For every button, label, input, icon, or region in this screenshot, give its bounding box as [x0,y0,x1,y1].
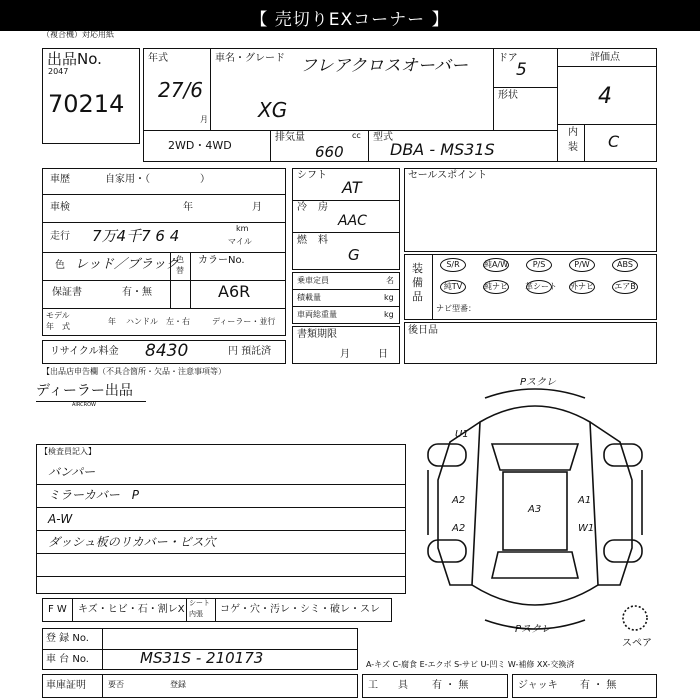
recycle-label: リサイクル料金 [50,346,119,357]
warranty-value: 有・無 [122,287,152,298]
model-year: 年 [108,317,116,326]
cert-label: 書類期限 [297,329,337,340]
door-value: 5 [516,60,527,80]
score-value: 4 [598,84,612,109]
handle: ハンドル 左・右 [126,317,190,326]
reg-label: 登 録 No. [46,633,89,644]
gross-unit: kg [384,310,394,319]
sales-point-label: セールスポイント [408,170,488,181]
damage-legend: A-キズ C-腐食 E-エクボ S-サビ U-凹ミ W-補修 XX-交換済 [366,660,575,669]
recycle-unit: 円 預託済 [228,346,272,357]
displacement-label: 排気量 [275,132,305,143]
notice: 【出品店申告欄（不具合箇所・欠品・注意事項等） [42,367,226,376]
dealer-title: ディーラー出品 [36,383,133,399]
diagram-bottom: Pスクレ [515,624,552,635]
diagram-a2b: A2 [452,523,466,534]
lot-sub: 2047 [48,67,69,76]
fw-value: キズ・ヒビ・石・割レX [78,604,185,615]
inspector-note-2: ミラーカバー P [48,488,139,502]
sheet-label-2: 内張 [189,610,203,618]
interior-value: C [608,132,620,151]
gross-label: 車両総重量 [297,310,337,319]
equipment-row2-item-1: 純ナビ [484,282,508,291]
color-change-1: 色 [176,255,184,264]
name-value: フレアクロスオーバー [300,56,468,76]
color-no-label: カラーNo. [198,255,245,266]
equipment-row1-item-4: ABS [617,260,633,269]
equipment-label: 装備品 [412,262,423,303]
mileage-label: 走行 [50,231,70,242]
sheet-value: コゲ・穴・汚レ・シミ・破レ・スレ [220,604,380,615]
shape-label: 形状 [498,90,518,101]
diagram-u1: U1 [455,429,469,440]
history-value: 自家用・（ ） [105,174,210,185]
inspection-label: 車検 [50,202,70,213]
year-value: 27/6 [158,78,203,102]
model-label-2: 年 式 [46,322,70,331]
grade-value: XG [258,98,288,122]
ac-value: AAC [338,213,367,229]
fw-label: F W [48,604,67,615]
spare-label: スペア [622,638,652,649]
tools-label: 工 具 [368,680,408,691]
type-value: DBA - MS31S [390,140,495,159]
inspection-month: 月 [252,202,262,213]
equipment-row1-item-3: P/W [574,260,590,269]
interior-label-1: 内 [568,127,578,138]
shift-value: AT [342,178,362,197]
lot-label: 出品No. [47,50,102,68]
fuel-label-1: 燃 [297,235,307,246]
cert-day: 日 [378,349,388,360]
chassis-value: MS31S - 210173 [140,649,264,667]
drive-options: 2WD・4WD [168,139,232,152]
door-label: ドア [498,53,518,64]
garage-cert-label: 車庫証明 [46,680,86,691]
banner-title: 【 売切りEXコーナー 】 [250,10,450,30]
equipment-row2-item-2: 革シート [525,282,557,291]
displacement-unit: cc [352,131,361,140]
capacity-unit: 名 [386,276,394,285]
warranty-label: 保証書 [52,287,82,298]
garage-cert-box [42,674,358,698]
diagram-a3: A3 [528,504,542,515]
dealer-sub: AIRCROW [72,402,96,408]
capacity-label: 乗車定員 [297,276,329,285]
color-label: 色 [55,260,65,271]
mileage-unit-mile: マイル [228,237,252,246]
equipment-row2-item-3: 外ナビ [570,282,594,291]
equipment-row1-item-1: 純A/W [483,260,509,269]
load-unit: kg [384,293,394,302]
displacement-value: 660 [315,143,344,161]
equipment-row1-item-2: P/S [532,260,546,269]
inspector-label: 【検査員記入】 [40,447,96,456]
after-date-box [404,322,657,364]
history-label: 車歴 [50,174,70,185]
ac-label-2: 房 [318,202,328,213]
color-no-value: A6R [218,282,251,301]
after-date-label: 後日品 [408,325,438,336]
dealer-parallel: ディーラー・並行 [212,317,276,326]
cert-month: 月 [340,349,350,360]
equipment-row2-item-0: 純TV [443,282,463,291]
mileage-unit-km: km [236,224,249,233]
equipment-row1-item-0: S/R [446,260,460,269]
car-diagram [410,370,660,660]
diagram-a1: A1 [578,495,592,506]
recycle-value: 8430 [145,341,189,361]
year-label: 年式 [148,53,168,64]
diagram-w1: W1 [578,523,595,534]
shift-label: シフト [297,170,327,181]
inspector-note-4: ダッシュ板のリカバー・ビス穴 [48,535,216,549]
jack-value: 有 ・ 無 [580,680,617,691]
sub-note: （複合機）対応用紙 [42,30,114,39]
mileage-value: 7万4千7 6 4 [92,227,180,245]
fuel-label-2: 料 [318,235,328,246]
garage-cert-item-2: 登録 [170,680,186,689]
ac-label-1: 冷 [297,202,307,213]
inspection-year: 年 [183,202,193,213]
sheet-label-1: シート [189,599,210,607]
chassis-label: 車 台 No. [46,654,89,665]
load-label: 積載量 [297,293,321,302]
inspector-note-1: バンパー [48,465,96,479]
name-label: 車名・グレード [215,53,285,64]
month-unit: 月 [200,115,208,124]
diagram-top: Pスクレ [520,377,557,388]
jack-label: ジャッキ [518,680,558,691]
color-value: レッド／ブラック [75,257,179,272]
lot-number: 70214 [48,90,125,118]
garage-cert-item-1: 要否 [108,680,124,689]
color-change-2: 替 [176,266,184,275]
navi-label: ナビ型番： [436,304,476,313]
inspector-note-3: A-W [48,512,73,526]
diagram-a2a: A2 [452,495,466,506]
tools-value: 有 ・ 無 [432,680,469,691]
model-label-1: モデル [46,311,70,320]
type-label: 型式 [373,132,393,143]
interior-label-2: 装 [568,142,578,153]
score-label: 評価点 [590,52,620,63]
fuel-value: G [348,246,360,264]
equipment-row2-item-4: エアB [614,282,636,291]
